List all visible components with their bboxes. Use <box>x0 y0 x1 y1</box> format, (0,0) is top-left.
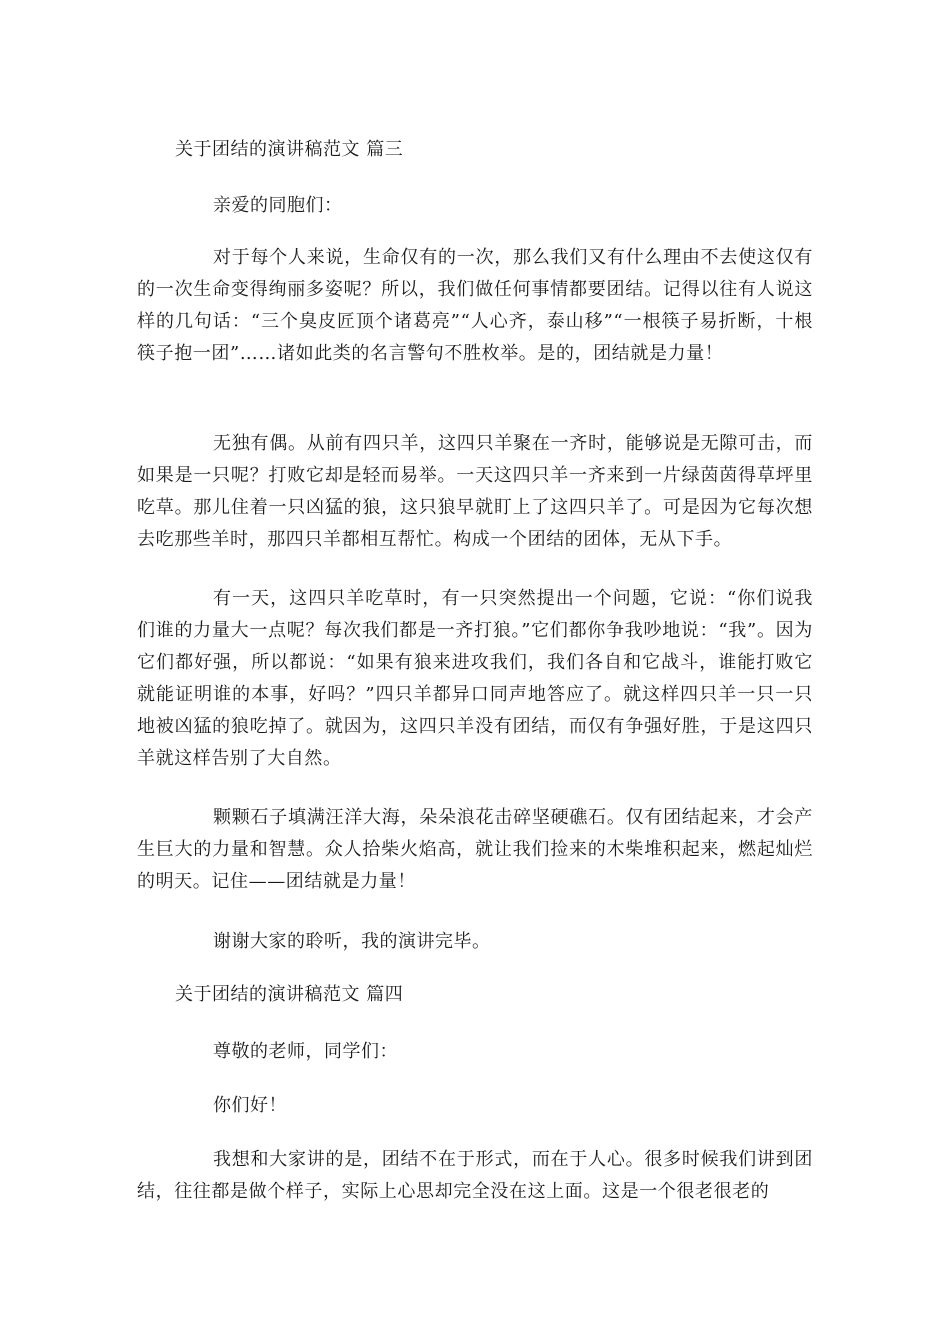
section4-greeting: 你们好！ <box>213 1095 287 1116</box>
section4-title: 关于团结的演讲稿范文 篇四 <box>175 984 404 1005</box>
section3-paragraph-3: 有一天，这四只羊吃草时，有一只突然提出一个问题，它说：“你们说我们谁的力量大一点呢？每次我们都是一齐打狼。”它们都你争我吵地说：“我”。因为它们都好强，所以都说：“如果有狼来进攻我们，我们各自和它战斗，谁能打败它就能证明谁的本事，好吗？”四只羊都异口同声地答应了。就这样四只羊一只一只地被凶猛的狼吃掉了。就因为，这四只羊没有团结，而仅有争强好胜，于是这四只羊就这样告别了大自然。 <box>137 588 813 769</box>
section3-salutation: 亲爱的同胞们： <box>213 195 343 216</box>
section3-paragraph-1: 对于每个人来说，生命仅有的一次，那么我们又有什么理由不去使这仅有的一次生命变得绚丽多姿呢？所以，我们做任何事情都要团结。记得以往有人说这样的几句话：“三个臭皮匠顶个诸葛亮”“人心齐，泰山移”“一根筷子易折断，十根筷子抱一团”……诸如此类的名言警句不胜枚举。是的，团结就是力量！ <box>137 247 813 364</box>
section4-salutation: 尊敬的老师，同学们： <box>213 1041 398 1062</box>
section3-title: 关于团结的演讲稿范文 篇三 <box>175 139 404 160</box>
section4-paragraph-1: 我想和大家讲的是，团结不在于形式，而在于人心。很多时候我们讲到团结，往往都是做个样子，实际上心思却完全没在这上面。这是一个很老很老的 <box>137 1149 813 1202</box>
section3-paragraph-2: 无独有偶。从前有四只羊，这四只羊聚在一齐时，能够说是无隙可击，而如果是一只呢？打败它却是轻而易举。一天这四只羊一齐来到一片绿茵茵得草坪里吃草。那儿住着一只凶猛的狼，这只狼早就盯上了这四只羊了。可是因为它每次想去吃那些羊时，那四只羊都相互帮忙。构成一个团结的团体，无从下手。 <box>137 433 813 550</box>
section3-paragraph-4: 颗颗石子填满汪洋大海，朵朵浪花击碎坚硬礁石。仅有团结起来，才会产生巨大的力量和智慧。众人拾柴火焰高，就让我们捡来的木柴堆积起来，燃起灿烂的明天。记住——团结就是力量！ <box>137 807 813 892</box>
section3-closing: 谢谢大家的聆听，我的演讲完毕。 <box>213 931 491 952</box>
